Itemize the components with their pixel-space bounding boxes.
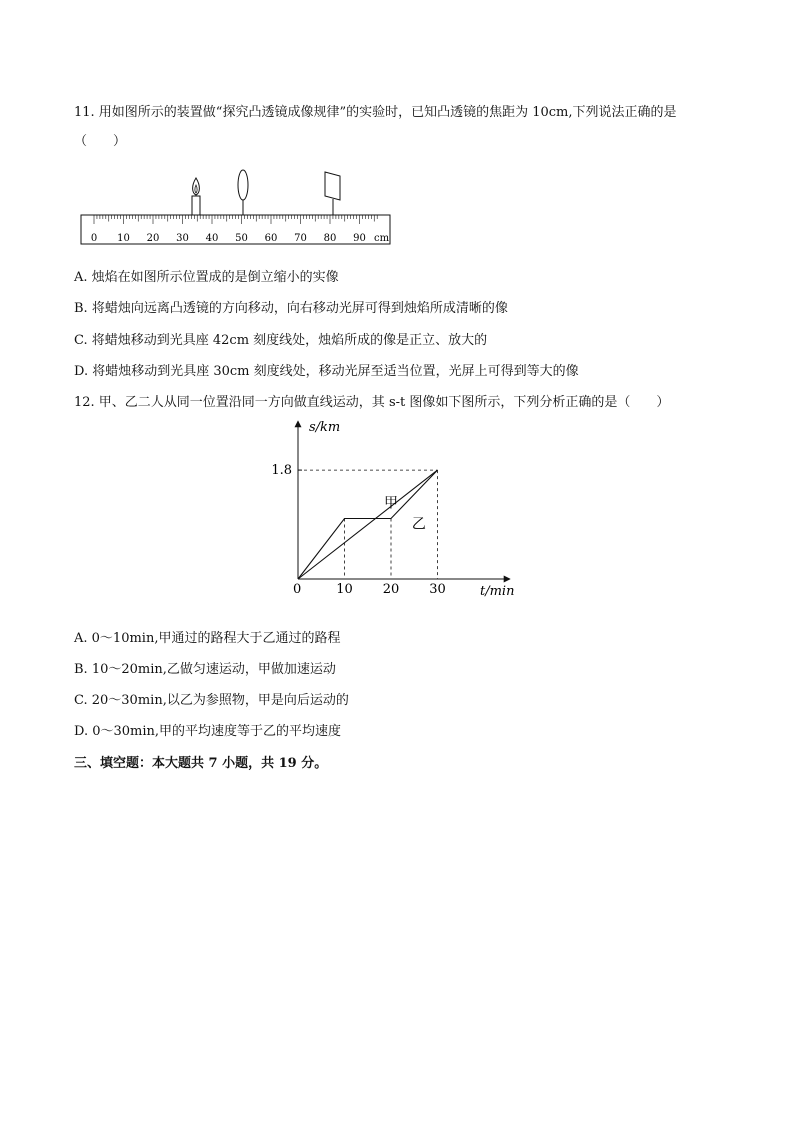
light-screen-icon bbox=[325, 172, 340, 215]
q12-option-a: A. 0～10min,甲通过的路程大于乙通过的路程 bbox=[74, 631, 341, 646]
ruler-label: 10 bbox=[117, 233, 130, 244]
q11-option-a: A. 烛焰在如图所示位置成的是倒立缩小的实像 bbox=[74, 270, 339, 285]
q11-option-b: B. 将蜡烛向远离凸透镜的方向移动，向右移动光屏可得到烛焰所成清晰的像 bbox=[74, 301, 508, 316]
series-jia-label: 甲 bbox=[384, 495, 399, 512]
ruler-ticks bbox=[94, 215, 377, 224]
ruler-labels bbox=[91, 233, 366, 244]
q12-stem: 12. 甲、乙二人从同一位置沿同一方向做直线运动，其 s-t 图像如下图所示，下列分析正确的是（ ） bbox=[74, 395, 670, 410]
ruler-unit: cm bbox=[374, 233, 390, 244]
ruler-label: 0 bbox=[90, 233, 98, 244]
x-axis-label: t/min bbox=[480, 584, 515, 599]
ruler-label: 20 bbox=[146, 233, 160, 244]
q11-option-d: D. 将蜡烛移动到光具座 30cm 刻度线处，移动光屏至适当位置，光屏上可得到等大的像 bbox=[74, 364, 579, 379]
ruler-label: 40 bbox=[205, 233, 219, 244]
ruler-label: 90 bbox=[353, 233, 366, 244]
q12-option-c: C. 20～30min,以乙为参照物，甲是向后运动的 bbox=[74, 693, 349, 708]
candle-icon bbox=[192, 178, 200, 215]
origin-label: 0 bbox=[293, 582, 302, 597]
y-tick-label: 1.8 bbox=[271, 463, 292, 479]
series-yi-label: 乙 bbox=[411, 516, 426, 533]
q11-option-c: C. 将蜡烛移动到光具座 42cm 刻度线处，烛焰所成的像是正立、放大的 bbox=[74, 333, 488, 348]
ruler-label: 80 bbox=[323, 233, 337, 244]
q11-stem-line2: （ ） bbox=[74, 134, 127, 149]
q11-stem-line1: 11. 用如图所示的装置做“探究凸透镜成像规律”的实验时，已知凸透镜的焦距为 10cm,下列说法正确的是 bbox=[74, 105, 677, 120]
x-tick-label: 30 bbox=[429, 582, 446, 597]
ruler-label: 70 bbox=[294, 233, 307, 244]
section3-heading: 三、填空题：本大题共 7 小题，共 19 分。 bbox=[74, 756, 328, 771]
x-tick-label: 10 bbox=[336, 582, 353, 597]
x-tick-label: 20 bbox=[382, 582, 400, 597]
q12-option-b: B. 10～20min,乙做匀速运动，甲做加速运动 bbox=[74, 662, 336, 677]
ruler-label: 50 bbox=[235, 233, 248, 244]
ruler-label: 30 bbox=[176, 233, 189, 244]
ruler-label: 60 bbox=[264, 233, 278, 244]
q12-option-d: D. 0～30min,甲的平均速度等于乙的平均速度 bbox=[74, 724, 342, 739]
y-axis-label: s/km bbox=[309, 420, 341, 435]
st-graph bbox=[270, 415, 530, 605]
optical-bench-figure bbox=[78, 168, 398, 248]
convex-lens-icon bbox=[238, 170, 248, 215]
